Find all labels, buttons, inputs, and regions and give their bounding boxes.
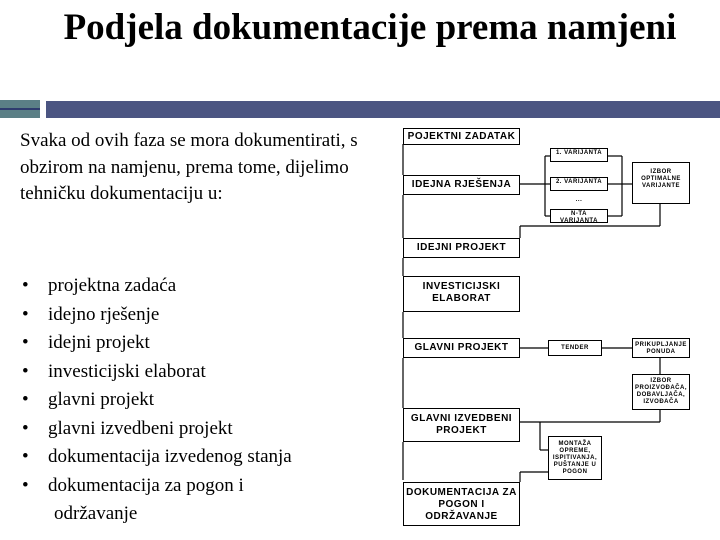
title-divider-bar bbox=[46, 101, 720, 118]
list-item: • idejni projekt bbox=[20, 329, 400, 358]
box-glavni-izvedbeni-projekt: GLAVNI IZVEDBENI PROJEKT bbox=[403, 408, 520, 442]
list-item: • projektna zadaća bbox=[20, 272, 400, 301]
list-item: • glavni izvedbeni projekt bbox=[20, 415, 400, 444]
box-varijanta-n: N-TA VARIJANTA bbox=[550, 209, 608, 223]
list-item: • dokumentacija izvedenog stanja bbox=[20, 443, 400, 472]
intro-paragraph: Svaka od ovih faza se mora dokumentirati, s obzirom na namjenu, prema tome, dijelimo tehničku dokumentaciju u: bbox=[20, 130, 358, 205]
page-title: Podjela dokumentacije prema namjeni bbox=[63, 7, 677, 48]
list-item: • dokumentacija za pogon i bbox=[20, 472, 400, 501]
box-montaza: MONTAŽA OPREME, ISPITIVANJA, PUŠTANJE U POGON bbox=[548, 436, 602, 480]
box-projektni-zadatak: POJEKTNI ZADATAK bbox=[403, 128, 520, 145]
box-idejni-projekt: IDEJNI PROJEKT bbox=[403, 238, 520, 258]
box-investicijski-elaborat: INVESTICIJSKI ELABORAT bbox=[403, 276, 520, 312]
box-varijanta-2: 2. VARIJANTA bbox=[550, 177, 608, 191]
box-izbor-proizvodaca: IZBOR PROIZVOĐAČA, DOBAVLJAČA, IZVOĐAČA bbox=[632, 374, 690, 410]
box-varijanta-1: 1. VARIJANTA bbox=[550, 148, 608, 162]
box-prikupljanje-ponuda: PRIKUPLJANJE PONUDA bbox=[632, 338, 690, 358]
list-item: • glavni projekt bbox=[20, 386, 400, 415]
box-tender: TENDER bbox=[548, 340, 602, 356]
list-item-continuation: održavanje bbox=[54, 503, 138, 524]
phase-list bbox=[20, 272, 400, 529]
box-glavni-projekt: GLAVNI PROJEKT bbox=[403, 338, 520, 358]
documentation-flow-diagram bbox=[370, 120, 720, 540]
box-dokumentacija-pogon: DOKUMENTACIJA ZA POGON I ODRŽAVANJE bbox=[403, 482, 520, 526]
box-izbor-varijante: IZBOR OPTIMALNE VARIJANTE bbox=[632, 162, 690, 204]
box-idejna-rjesenja: IDEJNA RJEŠENJA bbox=[403, 175, 520, 195]
list-item: • investicijski elaborat bbox=[20, 358, 400, 387]
title-accent-line-left bbox=[0, 108, 40, 110]
list-item: • idejno rješenje bbox=[20, 301, 400, 330]
variants-ellipsis: ... bbox=[575, 197, 583, 203]
